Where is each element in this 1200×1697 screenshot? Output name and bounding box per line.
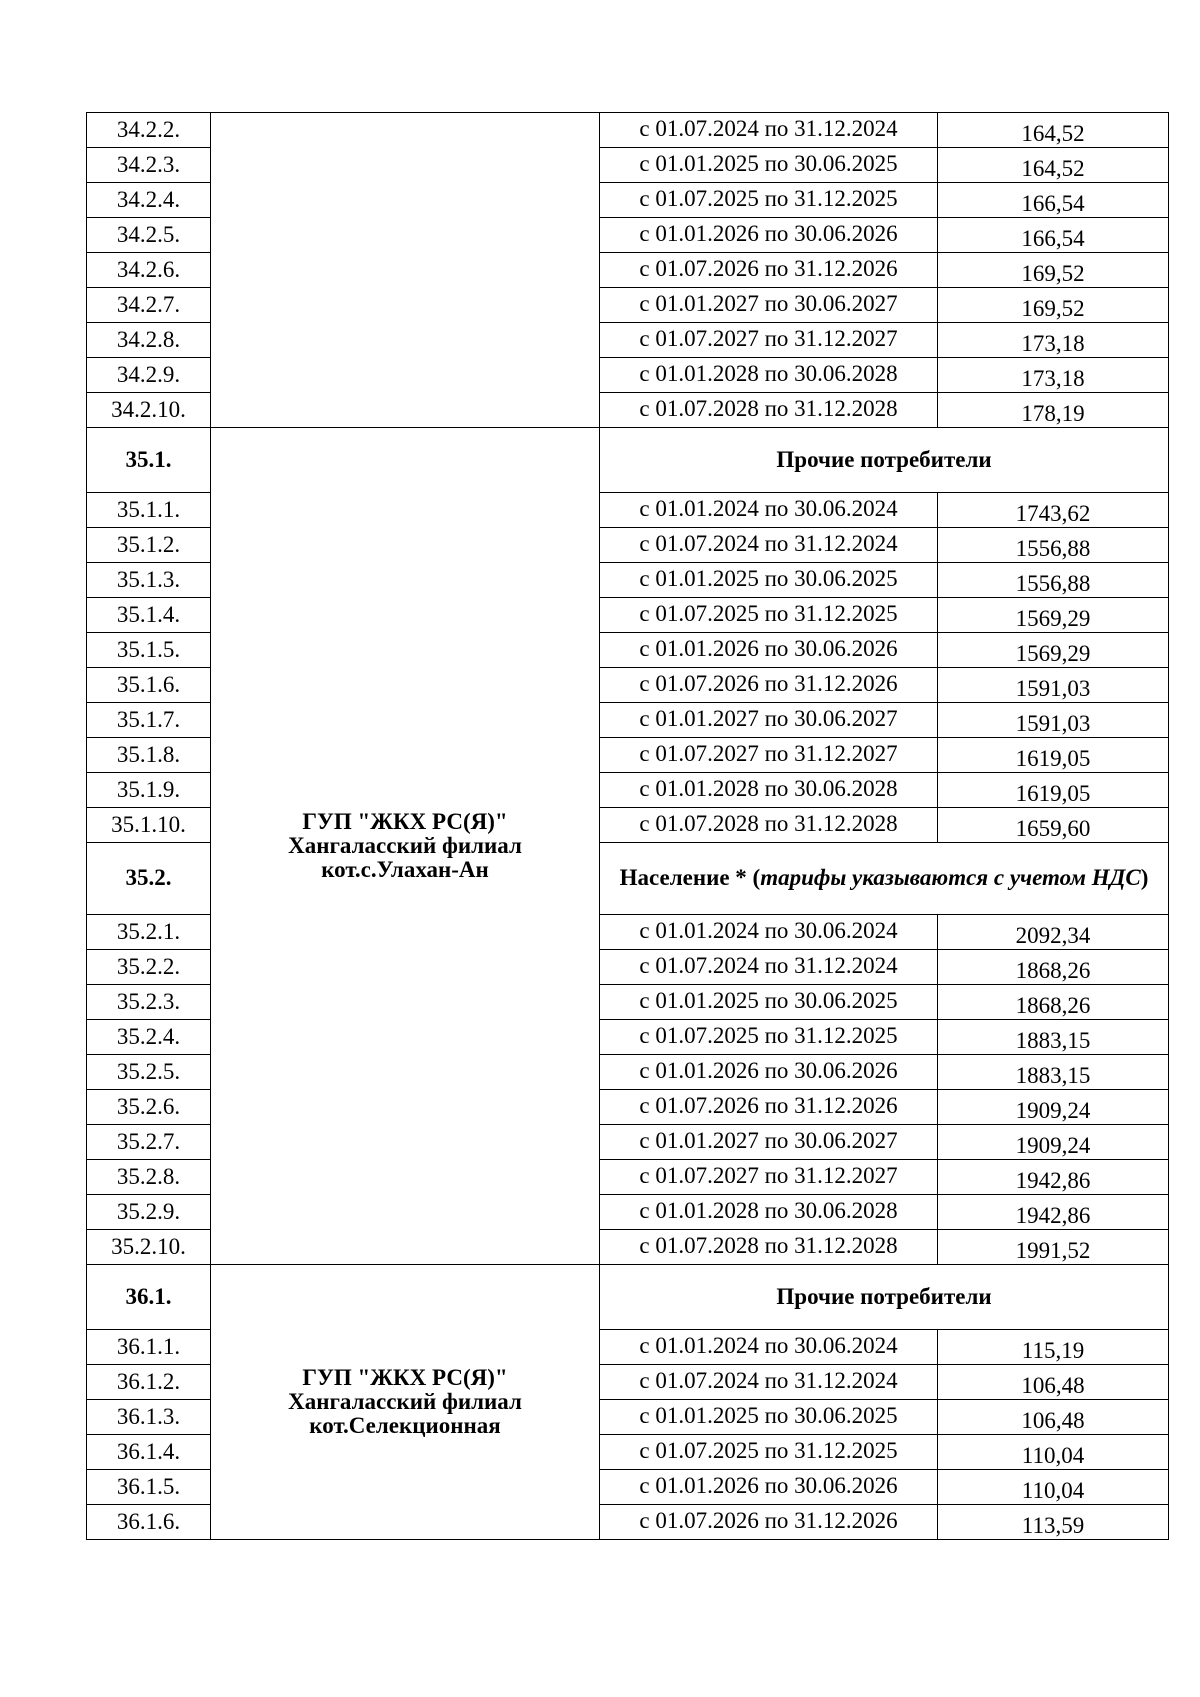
tariff-value: 1868,26 (938, 985, 1169, 1020)
organization-line: ГУП "ЖКХ РС(Я)" (302, 1364, 508, 1390)
tariff-value: 169,52 (938, 288, 1169, 323)
row-number: 34.2.9. (87, 358, 211, 393)
row-number: 34.2.8. (87, 323, 211, 358)
tariff-value: 1569,29 (938, 598, 1169, 633)
tariff-value: 1868,26 (938, 950, 1169, 985)
tariff-value: 115,19 (938, 1330, 1169, 1365)
period-cell: с 01.07.2025 по 31.12.2025 (600, 183, 938, 218)
row-number: 36.1.2. (87, 1365, 211, 1400)
tariff-value: 164,52 (938, 148, 1169, 183)
period-cell: с 01.01.2027 по 30.06.2027 (600, 1125, 938, 1160)
tariff-value: 1883,15 (938, 1055, 1169, 1090)
period-cell: с 01.01.2028 по 30.06.2028 (600, 773, 938, 808)
row-number: 36.1.5. (87, 1470, 211, 1505)
tariff-value: 164,52 (938, 113, 1169, 148)
row-number: 34.2.10. (87, 393, 211, 428)
row-number: 36.1.6. (87, 1505, 211, 1540)
organization-cell (211, 1265, 600, 1540)
row-number: 35.1.3. (87, 563, 211, 598)
organization-cell (211, 428, 600, 1265)
tariff-table (86, 112, 1169, 1540)
row-number: 34.2.4. (87, 183, 211, 218)
row-number: 35.2.5. (87, 1055, 211, 1090)
period-cell: с 01.07.2028 по 31.12.2028 (600, 1230, 938, 1265)
period-cell: с 01.01.2028 по 30.06.2028 (600, 358, 938, 393)
period-cell: с 01.01.2024 по 30.06.2024 (600, 1330, 938, 1365)
row-number: 35.1.9. (87, 773, 211, 808)
tariff-value: 2092,34 (938, 915, 1169, 950)
row-number: 35.2.2. (87, 950, 211, 985)
period-cell: с 01.07.2027 по 31.12.2027 (600, 1160, 938, 1195)
period-cell: с 01.07.2026 по 31.12.2026 (600, 1090, 938, 1125)
period-cell: с 01.01.2025 по 30.06.2025 (600, 1400, 938, 1435)
row-number: 35.2.1. (87, 915, 211, 950)
row-number: 35.2.3. (87, 985, 211, 1020)
tariff-value: 1619,05 (938, 773, 1169, 808)
organization-cell (211, 113, 600, 428)
period-cell: с 01.01.2025 по 30.06.2025 (600, 563, 938, 598)
row-number: 35.1.4. (87, 598, 211, 633)
tariff-value: 110,04 (938, 1470, 1169, 1505)
tariff-value: 173,18 (938, 323, 1169, 358)
period-cell: с 01.07.2025 по 31.12.2025 (600, 1435, 938, 1470)
category-row (87, 428, 1169, 493)
tariff-value: 1591,03 (938, 703, 1169, 738)
tariff-value: 1619,05 (938, 738, 1169, 773)
period-cell: с 01.07.2026 по 31.12.2026 (600, 253, 938, 288)
row-number: 36.1.1. (87, 1330, 211, 1365)
tariff-value: 106,48 (938, 1365, 1169, 1400)
row-number: 35.1.5. (87, 633, 211, 668)
organization-line: ГУП "ЖКХ РС(Я)" (302, 808, 508, 834)
organization-line: Хангаласский филиал (288, 832, 522, 858)
tariff-table-body (87, 113, 1169, 1540)
category-text: тарифы указываются с учетом НДС (760, 865, 1141, 891)
tariff-value: 1556,88 (938, 563, 1169, 598)
period-cell: с 01.07.2025 по 31.12.2025 (600, 598, 938, 633)
period-cell: с 01.07.2024 по 31.12.2024 (600, 113, 938, 148)
tariff-value: 110,04 (938, 1435, 1169, 1470)
period-cell: с 01.01.2027 по 30.06.2027 (600, 703, 938, 738)
tariff-value: 113,59 (938, 1505, 1169, 1540)
period-cell: с 01.07.2026 по 31.12.2026 (600, 1505, 938, 1540)
row-number: 34.2.3. (87, 148, 211, 183)
organization-line: кот.Селекционная (309, 1413, 501, 1439)
period-cell: с 01.07.2024 по 31.12.2024 (600, 528, 938, 563)
tariff-value: 1883,15 (938, 1020, 1169, 1055)
row-number: 34.2.5. (87, 218, 211, 253)
period-cell: с 01.01.2026 по 30.06.2026 (600, 1055, 938, 1090)
period-cell: с 01.01.2024 по 30.06.2024 (600, 915, 938, 950)
row-number: 34.2.2. (87, 113, 211, 148)
tariff-value: 1743,62 (938, 493, 1169, 528)
row-number: 35.1.2. (87, 528, 211, 563)
row-number: 36.1.3. (87, 1400, 211, 1435)
tariff-value: 106,48 (938, 1400, 1169, 1435)
row-number: 35.1.6. (87, 668, 211, 703)
category-text: Население * ( (619, 865, 761, 891)
tariff-value: 169,52 (938, 253, 1169, 288)
period-cell: с 01.01.2024 по 30.06.2024 (600, 493, 938, 528)
period-cell: с 01.07.2026 по 31.12.2026 (600, 668, 938, 703)
row-number: 35.1.1. (87, 493, 211, 528)
row-number: 35.2.8. (87, 1160, 211, 1195)
row-number: 35.1.7. (87, 703, 211, 738)
tariff-value: 1556,88 (938, 528, 1169, 563)
tariff-value: 166,54 (938, 183, 1169, 218)
row-number: 35.1.10. (87, 808, 211, 843)
period-cell: с 01.01.2026 по 30.06.2026 (600, 1470, 938, 1505)
period-cell: с 01.07.2027 по 31.12.2027 (600, 738, 938, 773)
period-cell: с 01.01.2025 по 30.06.2025 (600, 985, 938, 1020)
category-row (87, 1265, 1169, 1330)
tariff-value: 1569,29 (938, 633, 1169, 668)
group-number: 35.2. (87, 843, 211, 915)
consumer-category (600, 843, 1169, 915)
group-number: 36.1. (87, 1265, 211, 1330)
tariff-value: 173,18 (938, 358, 1169, 393)
row-number: 36.1.4. (87, 1435, 211, 1470)
period-cell: с 01.07.2027 по 31.12.2027 (600, 323, 938, 358)
row-number: 35.1.8. (87, 738, 211, 773)
row-number: 35.2.7. (87, 1125, 211, 1160)
tariff-value: 1991,52 (938, 1230, 1169, 1265)
row-number: 35.2.9. (87, 1195, 211, 1230)
tariff-value: 1909,24 (938, 1125, 1169, 1160)
tariff-value: 1942,86 (938, 1195, 1169, 1230)
period-cell: с 01.01.2026 по 30.06.2026 (600, 633, 938, 668)
organization-line: Хангаласский филиал (288, 1388, 522, 1414)
period-cell: с 01.07.2028 по 31.12.2028 (600, 808, 938, 843)
row-number: 35.2.6. (87, 1090, 211, 1125)
row-number: 35.2.10. (87, 1230, 211, 1265)
period-cell: с 01.01.2025 по 30.06.2025 (600, 148, 938, 183)
period-cell: с 01.01.2028 по 30.06.2028 (600, 1195, 938, 1230)
row-number: 34.2.7. (87, 288, 211, 323)
category-text: ) (1140, 865, 1149, 891)
period-cell: с 01.07.2028 по 31.12.2028 (600, 393, 938, 428)
consumer-category: Прочие потребители (600, 428, 1169, 493)
period-cell: с 01.07.2024 по 31.12.2024 (600, 1365, 938, 1400)
period-cell: с 01.07.2024 по 31.12.2024 (600, 950, 938, 985)
tariff-value: 166,54 (938, 218, 1169, 253)
tariff-value: 1909,24 (938, 1090, 1169, 1125)
table-row (87, 113, 1169, 148)
period-cell: с 01.01.2027 по 30.06.2027 (600, 288, 938, 323)
organization-line: кот.с.Улахан-Ан (321, 857, 489, 883)
tariff-value: 1591,03 (938, 668, 1169, 703)
period-cell: с 01.01.2026 по 30.06.2026 (600, 218, 938, 253)
tariff-value: 1942,86 (938, 1160, 1169, 1195)
row-number: 35.2.4. (87, 1020, 211, 1055)
consumer-category: Прочие потребители (600, 1265, 1169, 1330)
group-number: 35.1. (87, 428, 211, 493)
row-number: 34.2.6. (87, 253, 211, 288)
period-cell: с 01.07.2025 по 31.12.2025 (600, 1020, 938, 1055)
tariff-value: 178,19 (938, 393, 1169, 428)
tariff-value: 1659,60 (938, 808, 1169, 843)
